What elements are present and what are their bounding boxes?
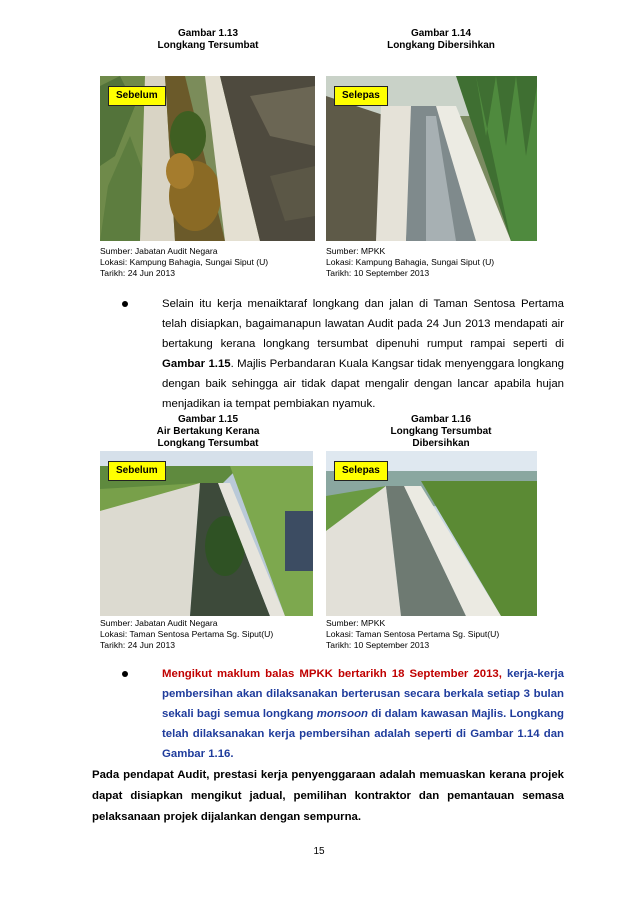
bullet-paragraph-2 [122, 664, 564, 768]
figure-number: Gambar 1.14 [410, 28, 472, 39]
photo-source-1-14 [326, 246, 494, 279]
text-segment: . Majlis Perbandaran Kuala Kangsar tidak menyenggara longkang dengan baik sehingga air tidak dapat mengalir dengan lancar apabila hujan menjadikan ia tempat pembiakan nyamuk. [162, 358, 564, 410]
photo-source-1-16 [326, 618, 499, 651]
location-line: Lokasi: Kampung Bahagia, Sungai Siput (U) [100, 257, 269, 267]
date-line: Tarikh: 10 September 2013 [326, 268, 430, 278]
figure-title: Dibersihkan [412, 438, 470, 449]
bullet-icon [122, 671, 128, 677]
feedback-text: Mengikut maklum balas MPKK bertarikh 18 September 2013, [162, 668, 507, 680]
date-line: Tarikh: 10 September 2013 [326, 640, 430, 650]
figure-title: Longkang Tersumbat [157, 40, 259, 51]
figure-reference: Gambar 1.15 [162, 358, 231, 370]
after-tag: Selepas [334, 86, 388, 106]
bullet-text [162, 664, 564, 764]
figure-title: Longkang Tersumbat [390, 426, 492, 437]
source-line: Sumber: MPKK [326, 246, 386, 256]
page-number: 15 [313, 846, 325, 857]
source-line: Sumber: Jabatan Audit Negara [100, 246, 218, 256]
location-line: Lokasi: Taman Sentosa Pertama Sg. Siput(U) [326, 629, 500, 639]
figure-caption-1-15 [100, 414, 316, 450]
photo-figure-1-14 [326, 76, 537, 241]
audit-conclusion: Pada pendapat Audit, prestasi kerja penyenggaraan adalah memuaskan kerana projek dapat disiapkan mengikut jadual, pemilihan kontraktor dan pemantauan semasa pelaksanaan projek dijalankan dengan sempurna. [92, 769, 564, 823]
before-tag: Sebelum [108, 86, 166, 106]
text-segment: Selain itu kerja menaiktaraf longkang dan jalan di Taman Sentosa Pertama telah disiapkan, bagaimanapun lawatan Audit pada 24 Jun 2013 mendapati air bertakung kerana longkang tersumbat dipenuhi rumput rampai seperti di [162, 298, 564, 350]
photo-source-1-15 [100, 618, 273, 651]
figure-title: Longkang Tersumbat [157, 438, 259, 449]
date-line: Tarikh: 24 Jun 2013 [100, 640, 176, 650]
photo-figure-1-15 [100, 451, 313, 616]
figure-title: Air Bertakung Kerana [156, 426, 260, 437]
action-text: kerja-kerja pembersihan akan dilaksanakan berterusan secara berkala setiap 3 bulan sekali bagi semua longkang [162, 668, 564, 720]
monsoon-term: monsoon [316, 708, 369, 720]
before-tag: Sebelum [108, 461, 166, 481]
photo-figure-1-16 [326, 451, 537, 616]
source-line: Sumber: MPKK [326, 618, 386, 628]
figure-title: Longkang Dibersihkan [387, 40, 495, 51]
figure-number: Gambar 1.15 [177, 414, 239, 425]
action-text: di dalam kawasan Majlis. Longkang telah dilaksanakan kerja pembersihan adalah seperti di Gambar 1.14 dan Gambar 1.16. [162, 708, 564, 760]
location-line: Lokasi: Taman Sentosa Pertama Sg. Siput(U) [100, 629, 274, 639]
figure-caption-1-14 [326, 28, 556, 52]
bullet-text [162, 294, 564, 414]
photo-source-1-13 [100, 246, 268, 279]
photo-figure-1-13 [100, 76, 315, 241]
after-tag: Selepas [334, 461, 388, 481]
location-line: Lokasi: Kampung Bahagia, Sungai Siput (U) [326, 257, 495, 267]
date-line: Tarikh: 24 Jun 2013 [100, 268, 176, 278]
source-line: Sumber: Jabatan Audit Negara [100, 618, 218, 628]
bullet-paragraph-1 [122, 294, 564, 410]
figure-number: Gambar 1.16 [410, 414, 472, 425]
figure-number: Gambar 1.13 [177, 28, 239, 39]
figure-caption-1-13 [100, 28, 316, 52]
bullet-icon [122, 301, 128, 307]
figure-caption-1-16 [326, 414, 556, 450]
